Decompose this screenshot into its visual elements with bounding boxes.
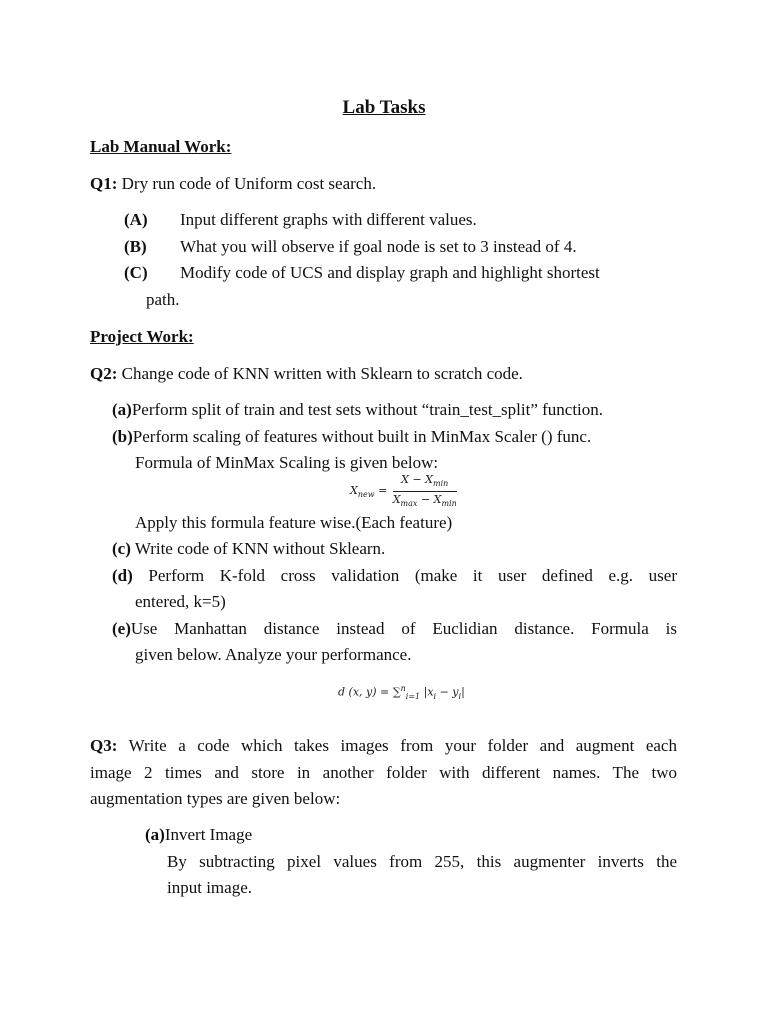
q3-line1 (90, 735, 677, 757)
q2-item-d-marker: (d) (112, 566, 133, 585)
q2-item-b (112, 426, 591, 448)
q1 (90, 173, 376, 195)
minmax-fraction: $\frac{X - X_{min}}{X_{max} - X_{min}}$ (392, 473, 457, 509)
page-title: Lab Tasks (342, 97, 426, 118)
q2-item-a-text: Perform split of train and test sets without “train_test_split” function. (131, 400, 604, 419)
q2-item-b-text: Perform scaling of features without built in MinMax Scaler () func. (132, 427, 592, 446)
q2-item-a (112, 399, 603, 421)
q2-item-a-marker: (a) (112, 400, 132, 419)
q1-label: Q1: (90, 174, 118, 193)
q1-item-a-marker: (A) (124, 210, 148, 229)
q1-item-a-text: Input different graphs with different values. (180, 210, 477, 229)
q2-label: Q2: (90, 364, 118, 383)
q1-item-c-text: Modify code of UCS and display graph and highlight shortest (180, 263, 600, 282)
q1-item-b (124, 236, 577, 258)
q3-label: Q3: (90, 736, 118, 755)
q2-item-c-text: Write code of KNN without Sklearn. (134, 539, 386, 558)
q2-item-e-text: Use Manhattan distance instead of Euclidian distance. Formula is (130, 619, 677, 638)
q2 (90, 363, 523, 385)
q2-item-d (112, 565, 677, 587)
q3-line3: augmentation types are given below: (90, 789, 341, 808)
manhattan-formula: d (x, y) = ∑$^n_{i=1}$ $|x_i - y_i|$ (338, 684, 465, 701)
q2-item-e (112, 618, 677, 640)
q1-item-a (124, 209, 477, 231)
q3-item-a-line2: By subtracting pixel values from 255, this augmenter inverts the (167, 852, 677, 871)
q3-item-a (145, 824, 252, 846)
q2-item-d-text: Perform K-fold cross validation (make it user defined e.g. user (148, 566, 677, 585)
project-heading: Project Work: (90, 327, 194, 346)
q2-item-b-line2: Formula of MinMax Scaling is given below: (135, 453, 439, 472)
q1-item-c (124, 262, 600, 284)
q3-line2: image 2 times and store in another folder with different names. The two (90, 763, 677, 782)
minmax-formula (350, 473, 457, 510)
q1-item-c-marker: (C) (124, 263, 148, 282)
q2-item-e-line2: given below. Analyze your performance. (135, 645, 412, 664)
q2-item-b-line3: Apply this formula feature wise.(Each feature) (135, 513, 453, 532)
q3-item-a-line3: input image. (167, 878, 252, 897)
q3-text-line1: Write a code which takes images from your folder and augment each (128, 736, 677, 755)
q3-item-a-text: Invert Image (164, 825, 253, 844)
q1-text: Dry run code of Uniform cost search. (121, 174, 377, 193)
q2-item-c-marker: (c) (112, 539, 131, 558)
q2-item-d-line2: entered, k=5) (135, 592, 226, 611)
q1-item-b-marker: (B) (124, 237, 147, 256)
q2-item-c (112, 538, 385, 560)
q1-item-c-cont: path. (146, 290, 180, 309)
q2-item-b-marker: (b) (112, 427, 133, 446)
lab-manual-heading: Lab Manual Work: (90, 137, 232, 156)
q1-item-b-text: What you will observe if goal node is set to 3 instead of 4. (180, 237, 577, 256)
q3-item-a-marker: (a) (145, 825, 165, 844)
minmax-lhs: $X_{new}$ = (350, 484, 388, 500)
q2-item-e-marker: (e) (112, 619, 131, 638)
q2-text: Change code of KNN written with Sklearn to scratch code. (121, 364, 523, 383)
